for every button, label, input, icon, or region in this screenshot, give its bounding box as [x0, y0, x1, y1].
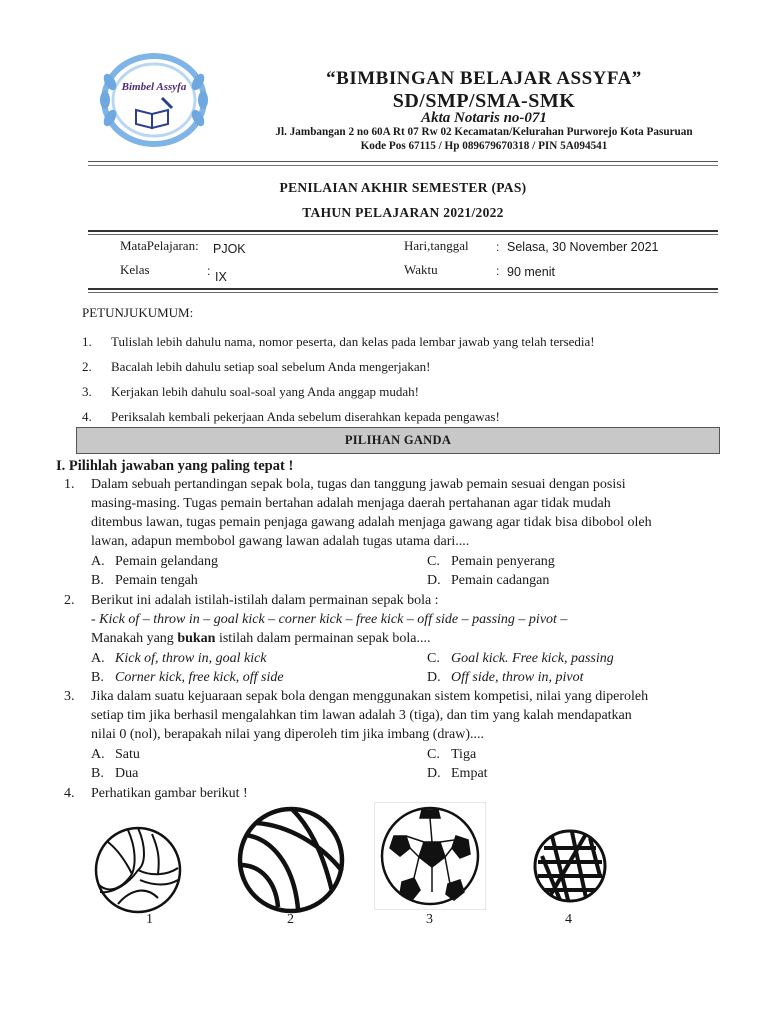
answer-option — [91, 554, 218, 570]
header-divider — [88, 165, 718, 166]
option-letter: D. — [427, 573, 441, 588]
exam-title: PENILAIAN AKHIR SEMESTER (PAS) — [279, 180, 527, 195]
header-divider — [88, 161, 718, 162]
organization-contact: Kode Pos 67115 / Hp 089679670318 / PIN 5A094541 — [360, 140, 608, 152]
answer-option — [427, 554, 555, 570]
volleyball-icon — [88, 824, 188, 916]
basketball-icon — [232, 805, 350, 915]
option-text: Pemain cadangan — [451, 573, 550, 588]
info-divider — [88, 288, 718, 290]
time-label: Waktu — [404, 262, 438, 277]
answer-option — [91, 651, 267, 667]
info-divider — [88, 230, 718, 232]
image-label: 4 — [565, 912, 572, 927]
option-letter: D. — [427, 670, 441, 685]
answer-option — [427, 766, 488, 782]
answer-option — [427, 573, 549, 589]
question-text — [91, 631, 430, 647]
instruction-text: Kerjakan lebih dahulu soal-soal yang Anda anggap mudah! — [111, 384, 419, 399]
option-text: Kick of, throw in, goal kick — [115, 651, 267, 666]
question-text: ditembus lawan, tugas pemain penjaga gawang adalah menjaga gawang agar tidak bisa dibobol oleh — [91, 515, 652, 530]
time-value: 90 menit — [507, 265, 555, 279]
organization-school-levels: SD/SMP/SMA-SMK — [392, 90, 576, 112]
option-letter: B. — [91, 670, 104, 685]
answer-option — [91, 670, 284, 686]
subject-label: MataPelajaran: — [120, 238, 199, 253]
class-colon: : — [207, 264, 211, 278]
instruction-number: 1. — [82, 334, 92, 349]
sepak-takraw-ball-icon — [530, 826, 610, 906]
option-text: Pemain penyerang — [451, 554, 555, 569]
question-text: Dalam sebuah pertandingan sepak bola, tugas dan tanggung jawab pemain sesuai dengan posisi — [91, 477, 626, 492]
option-text: Pemain tengah — [115, 573, 198, 588]
question-number: 2. — [64, 593, 75, 608]
instruction-number: 2. — [82, 359, 92, 374]
date-label: Hari,tanggal — [404, 238, 469, 253]
instruction-text: Bacalah lebih dahulu setiap soal sebelum Anda mengerjakan! — [111, 359, 431, 374]
info-divider — [88, 292, 718, 293]
answer-option — [427, 670, 583, 686]
book-pen-icon — [136, 98, 172, 128]
date-colon: : — [496, 240, 500, 254]
option-letter: B. — [91, 766, 104, 781]
question-terms-list: - Kick of – throw in – goal kick – corner kick – free kick – off side – passing – pivot – — [91, 612, 568, 627]
option-letter: A. — [91, 554, 105, 569]
question-number: 4. — [64, 786, 75, 801]
time-colon: : — [496, 264, 500, 278]
option-letter: B. — [91, 573, 104, 588]
image-label: 1 — [146, 912, 153, 927]
instruction-item — [82, 384, 419, 400]
instruction-text: Periksalah kembali pekerjaan Anda sebelum diserahkan kepada pengawas! — [111, 409, 500, 424]
answer-option — [91, 766, 138, 782]
instruction-number: 4. — [82, 409, 92, 424]
subject-value: PJOK — [213, 242, 246, 256]
option-text: Empat — [451, 766, 488, 781]
question-number: 3. — [64, 689, 75, 704]
soccer-ball-icon — [374, 802, 486, 910]
instruction-item — [82, 409, 500, 425]
option-text: Corner kick, free kick, off side — [115, 670, 284, 685]
class-label: Kelas — [120, 262, 150, 277]
bimbel-assyfa-logo — [96, 52, 212, 150]
option-letter: A. — [91, 651, 105, 666]
image-label: 3 — [426, 912, 433, 927]
question-text: masing-masing. Tugas pemain bertahan adalah menjaga daerah pertahanan agar tidak mudah — [91, 496, 611, 511]
option-letter: D. — [427, 766, 441, 781]
image-label: 2 — [287, 912, 294, 927]
option-letter: C. — [427, 651, 440, 666]
instruction-item — [82, 334, 595, 350]
option-text: Pemain gelandang — [115, 554, 219, 569]
instruction-text: Tulislah lebih dahulu nama, nomor peserta, dan kelas pada lembar jawab yang telah tersedia! — [111, 334, 595, 349]
section-heading: I. Pilihlah jawaban yang paling tepat ! — [56, 458, 294, 474]
organization-name: “BIMBINGAN BELAJAR ASSYFA” — [326, 68, 642, 89]
question-text: nilai 0 (nol), berapakah nilai yang diperoleh tim jika imbang (draw).... — [91, 727, 485, 742]
option-text: Satu — [115, 747, 140, 762]
date-value: Selasa, 30 November 2021 — [507, 240, 659, 254]
answer-option — [91, 573, 198, 589]
question-text-part: Manakah yang — [91, 631, 178, 646]
logo-text: Bimbel Assyfa — [121, 81, 187, 93]
academic-year: TAHUN PELAJARAN 2021/2022 — [302, 205, 504, 220]
section-title-bar: PILIHAN GANDA — [76, 427, 720, 454]
option-text: Tiga — [451, 747, 477, 762]
question-text: Berikut ini adalah istilah-istilah dalam permainan sepak bola : — [91, 593, 439, 608]
question-text: Perhatikan gambar berikut ! — [91, 786, 248, 801]
question-text: Jika dalam suatu kejuaraan sepak bola dengan menggunakan sistem kompetisi, nilai yang diperoleh — [91, 689, 649, 704]
info-divider — [88, 234, 718, 235]
option-text: Goal kick. Free kick, passing — [451, 651, 614, 666]
option-text: Dua — [115, 766, 139, 781]
instruction-item — [82, 359, 430, 375]
answer-option — [91, 747, 140, 763]
option-text: Off side, throw in, pivot — [451, 670, 584, 685]
instruction-number: 3. — [82, 384, 92, 399]
question-text-part: istilah dalam permainan sepak bola.... — [215, 631, 431, 646]
class-value: IX — [215, 270, 227, 284]
question-text: setiap tim jika berhasil mengalahkan tim lawan adalah 3 (tiga), dan tim yang kalah mendapatkan — [91, 708, 632, 723]
option-letter: C. — [427, 554, 440, 569]
answer-option — [427, 747, 476, 763]
question-number: 1. — [64, 477, 75, 492]
option-letter: C. — [427, 747, 440, 762]
question-emphasis: bukan — [177, 631, 216, 646]
organization-address: Jl. Jambangan 2 no 60A Rt 07 Rw 02 Kecamatan/Kelurahan Purworejo Kota Pasuruan — [275, 126, 693, 138]
option-letter: A. — [91, 747, 105, 762]
notary-deed: Akta Notaris no-071 — [421, 110, 547, 126]
answer-option — [427, 651, 614, 667]
instructions-heading: PETUNJUKUMUM: — [82, 305, 194, 320]
question-text: lawan, adapun membobol gawang lawan adalah tugas utama dari.... — [91, 534, 470, 549]
